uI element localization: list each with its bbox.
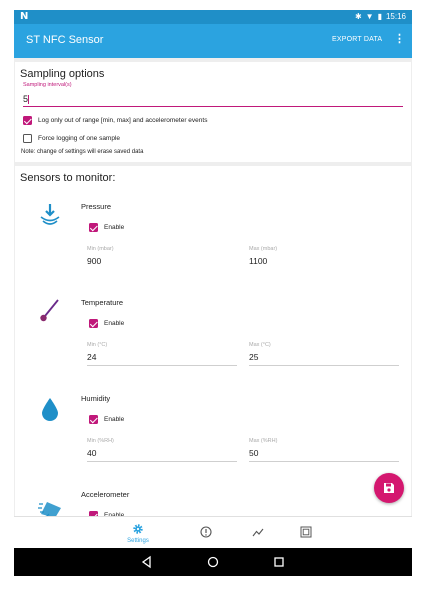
app-title: ST NFC Sensor	[26, 34, 104, 46]
enable-row[interactable]	[89, 223, 124, 232]
nav-tag[interactable]	[286, 517, 326, 549]
enable-row[interactable]	[89, 415, 124, 424]
min-input[interactable]: 40	[87, 448, 237, 462]
min-label: Min (°C)	[87, 342, 108, 348]
nav-alerts[interactable]	[186, 517, 226, 549]
sensors-title: Sensors to monitor:	[20, 172, 116, 184]
overflow-menu-icon[interactable]: ⋮	[394, 33, 405, 45]
enable-checkbox[interactable]	[89, 319, 98, 328]
sensor-pressure	[15, 188, 411, 284]
water-drop-icon	[37, 396, 63, 422]
gear-icon	[132, 523, 144, 535]
thermometer-icon	[37, 298, 63, 324]
force-logging-label: Force logging of one sample	[38, 135, 121, 142]
nav-settings[interactable]	[118, 517, 158, 549]
text-cursor	[28, 95, 29, 104]
nav-settings-label: Settings	[127, 538, 149, 544]
min-label: Min (%RH)	[87, 438, 114, 444]
pressure-icon	[37, 202, 63, 228]
max-input[interactable]: 50	[249, 448, 399, 462]
app-bar	[14, 24, 412, 58]
save-fab-button[interactable]	[374, 473, 404, 503]
app-screen	[14, 10, 412, 576]
sampling-interval-input[interactable]	[23, 92, 403, 107]
sensor-humidity	[15, 380, 411, 476]
sensor-name: Pressure	[81, 202, 112, 211]
sampling-options-card	[15, 62, 411, 162]
export-data-button[interactable]: EXPORT DATA	[332, 36, 383, 43]
max-label: Max (°C)	[249, 342, 271, 348]
sensor-name: Humidity	[81, 394, 111, 403]
sampling-interval-label: Sampling interval(s)	[23, 82, 72, 88]
save-icon	[383, 482, 395, 494]
settings-note: Note: change of settings will erase saved data	[21, 149, 144, 155]
notification-logo: N	[20, 11, 29, 22]
max-input[interactable]: 25	[249, 352, 399, 366]
enable-label: Enable	[104, 416, 125, 423]
log-out-of-range-checkbox[interactable]	[23, 116, 32, 125]
enable-label: Enable	[104, 320, 125, 327]
enable-checkbox[interactable]	[89, 223, 98, 232]
bottom-navigation	[14, 516, 412, 548]
sensors-card	[15, 166, 411, 524]
sensor-name: Temperature	[81, 298, 124, 307]
sensor-temperature	[15, 284, 411, 380]
min-input[interactable]: 24	[87, 352, 237, 366]
enable-row[interactable]	[89, 319, 124, 328]
enable-label: Enable	[104, 224, 125, 231]
chart-line-icon	[252, 526, 264, 538]
max-label: Max (mbar)	[249, 246, 278, 252]
status-bar	[14, 10, 412, 24]
sampling-interval-value: 5	[23, 94, 29, 104]
min-input[interactable]: 900	[87, 256, 102, 266]
force-logging-row[interactable]	[23, 134, 120, 143]
sampling-options-title: Sampling options	[20, 68, 105, 80]
status-icons	[355, 12, 406, 22]
log-out-of-range-row[interactable]	[23, 116, 207, 125]
back-icon[interactable]	[140, 555, 154, 569]
recent-apps-icon[interactable]	[272, 555, 286, 569]
battery-icon: ▮	[377, 12, 382, 21]
sensor-name: Accelerometer	[81, 490, 130, 499]
wifi-icon: ▼	[365, 12, 374, 21]
tag-icon	[300, 526, 312, 538]
min-label: Min (mbar)	[87, 246, 114, 252]
log-out-of-range-label: Log only out of range [min, max] and accelerometer events	[38, 117, 208, 124]
enable-checkbox[interactable]	[89, 415, 98, 424]
max-label: Max (%RH)	[249, 438, 278, 444]
max-input[interactable]: 1100	[249, 256, 268, 266]
status-time: 15:16	[385, 12, 406, 21]
force-logging-checkbox[interactable]	[23, 134, 32, 143]
home-icon[interactable]	[206, 555, 220, 569]
system-navigation-bar	[14, 548, 412, 576]
bluetooth-icon: ✱	[354, 12, 362, 21]
alert-circle-icon	[200, 526, 212, 538]
nav-chart[interactable]	[238, 517, 278, 549]
